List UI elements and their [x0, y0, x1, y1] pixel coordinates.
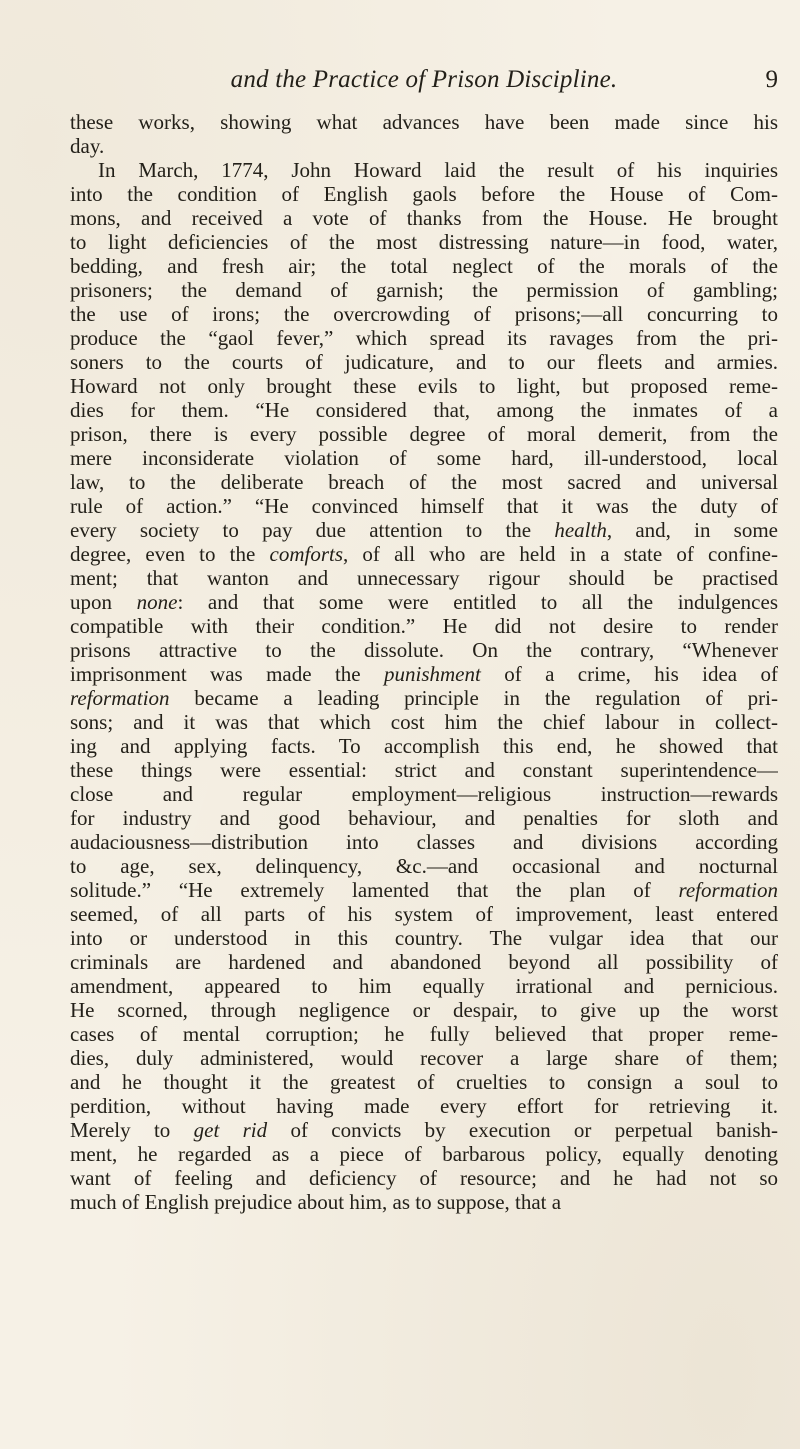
text-run: much of English prejudice about him, as to suppose, that a — [70, 1190, 562, 1214]
text-line — [70, 1166, 778, 1190]
running-head — [70, 66, 778, 102]
text-run: ing and applying facts. To accomplish this end, he showed that — [70, 734, 778, 758]
text-line — [70, 950, 778, 974]
text-run: close and regular employment—religious instruction—rewards — [70, 782, 778, 806]
text-line — [70, 542, 778, 566]
text-run: to age, sex, delinquency, &c.—and occasional and nocturnal — [70, 854, 778, 878]
text-run: criminals are hardened and abandoned beyond all possibility of — [70, 950, 778, 974]
text-run: , and, in some — [606, 518, 778, 542]
italic-text: none — [136, 590, 178, 614]
text-run: solitude.” “He extremely lamented that the plan of — [70, 878, 679, 902]
text-line — [70, 830, 778, 854]
text-line — [70, 710, 778, 734]
text-line — [70, 662, 778, 686]
italic-text: reformation — [70, 686, 170, 710]
text-line — [70, 470, 778, 494]
text-line — [70, 854, 778, 878]
text-run: perdition, without having made every effort for retrieving it. — [70, 1094, 778, 1118]
text-run: upon — [70, 590, 137, 614]
text-line — [70, 638, 778, 662]
text-line — [70, 974, 778, 998]
text-line — [70, 254, 778, 278]
text-run: imprisonment was made the — [70, 662, 384, 686]
text-line — [70, 206, 778, 230]
text-run: of a crime, his idea of — [480, 662, 778, 686]
italic-text: reformation — [678, 878, 778, 902]
text-run: into or understood in this country. The vulgar idea that our — [70, 926, 778, 950]
text-line — [70, 1022, 778, 1046]
page-number: 9 — [765, 66, 778, 93]
text-line — [70, 590, 778, 614]
text-line — [70, 182, 778, 206]
text-line — [70, 1190, 778, 1214]
text-run: : and that some were entitled to all the indulgences — [177, 590, 778, 614]
text-run: In March, 1774, John Howard laid the result of his inquiries — [98, 158, 778, 182]
text-line — [70, 1070, 778, 1094]
text-run: the use of irons; the overcrowding of prisons;—all concurring to — [70, 302, 778, 326]
text-run: day. — [70, 134, 105, 158]
text-line — [70, 758, 778, 782]
text-line — [70, 350, 778, 374]
text-run: these works, showing what advances have been made since his — [70, 110, 778, 134]
italic-text: health — [554, 518, 607, 542]
text-line — [70, 902, 778, 926]
text-line — [70, 734, 778, 758]
text-run: for industry and good behaviour, and penalties for sloth and — [70, 806, 778, 830]
text-line — [70, 374, 778, 398]
text-line — [70, 302, 778, 326]
text-run: dies for them. “He considered that, among the inmates of a — [70, 398, 778, 422]
text-line — [70, 398, 778, 422]
text-line — [70, 878, 778, 902]
text-run: He scorned, through negligence or despair, to give up the worst — [70, 998, 778, 1022]
text-line — [70, 446, 778, 470]
text-run: mere inconsiderate violation of some hard, ill-understood, local — [70, 446, 778, 470]
text-line — [70, 614, 778, 638]
text-run: every society to pay due attention to the — [70, 518, 555, 542]
italic-text: punishment — [384, 662, 481, 686]
text-run: degree, even to the — [70, 542, 270, 566]
text-line — [70, 926, 778, 950]
text-run: soners to the courts of judicature, and to our fleets and armies. — [70, 350, 778, 374]
text-run: these things were essential: strict and constant superintendence— — [70, 758, 778, 782]
text-line — [70, 494, 778, 518]
text-run: bedding, and fresh air; the total neglect of the morals of the — [70, 254, 778, 278]
text-line — [70, 998, 778, 1022]
text-run: of convicts by execution or perpetual banish- — [267, 1118, 778, 1142]
running-title: and the Practice of Prison Discipline. — [230, 66, 618, 93]
text-run: prisons attractive to the dissolute. On the contrary, “Whenever — [70, 638, 778, 662]
italic-text: get rid — [193, 1118, 268, 1142]
text-line — [70, 230, 778, 254]
text-run: Howard not only brought these evils to light, but proposed reme- — [70, 374, 778, 398]
text-run: ment, he regarded as a piece of barbarous policy, equally denoting — [70, 1142, 778, 1166]
text-run: law, to the deliberate breach of the most sacred and universal — [70, 470, 778, 494]
text-run: into the condition of English gaols before the House of Com- — [70, 182, 778, 206]
text-line — [70, 422, 778, 446]
text-run: produce the “gaol fever,” which spread its ravages from the pri- — [70, 326, 778, 350]
text-line — [70, 158, 778, 182]
text-run: dies, duly administered, would recover a large share of them; — [70, 1046, 778, 1070]
text-run: ment; that wanton and unnecessary rigour should be practised — [70, 566, 778, 590]
text-run: seemed, of all parts of his system of improvement, least entered — [70, 902, 778, 926]
text-run: , of all who are held in a state of confine- — [343, 542, 778, 566]
text-run: audaciousness—distribution into classes and divisions according — [70, 830, 778, 854]
text-line — [70, 1118, 778, 1142]
text-run: and he thought it the greatest of cruelties to consign a soul to — [70, 1070, 778, 1094]
text-run: Merely to — [70, 1118, 194, 1142]
text-run: amendment, appeared to him equally irrational and pernicious. — [70, 974, 778, 998]
text-run: cases of mental corruption; he fully believed that proper reme- — [70, 1022, 778, 1046]
text-line — [70, 566, 778, 590]
text-run: prison, there is every possible degree of moral demerit, from the — [70, 422, 778, 446]
text-run: mons, and received a vote of thanks from the House. He brought — [70, 206, 778, 230]
text-line — [70, 1142, 778, 1166]
text-line — [70, 518, 778, 542]
text-run: became a leading principle in the regulation of pri- — [169, 686, 778, 710]
text-line — [70, 806, 778, 830]
text-line — [70, 326, 778, 350]
text-line — [70, 134, 778, 158]
text-line — [70, 1046, 778, 1070]
text-run: want of feeling and deficiency of resource; and he had not so — [70, 1166, 778, 1190]
text-line — [70, 110, 778, 134]
text-run: compatible with their condition.” He did not desire to render — [70, 614, 778, 638]
text-run: to light deficiencies of the most distressing nature—in food, water, — [70, 230, 778, 254]
text-run: prisoners; the demand of garnish; the permission of gambling; — [70, 278, 778, 302]
text-line — [70, 1094, 778, 1118]
body-text — [70, 110, 778, 1214]
italic-text: comforts — [269, 542, 344, 566]
text-run: sons; and it was that which cost him the chief labour in collect- — [70, 710, 778, 734]
text-line — [70, 278, 778, 302]
text-line — [70, 782, 778, 806]
text-line — [70, 686, 778, 710]
text-run: rule of action.” “He convinced himself that it was the duty of — [70, 494, 778, 518]
